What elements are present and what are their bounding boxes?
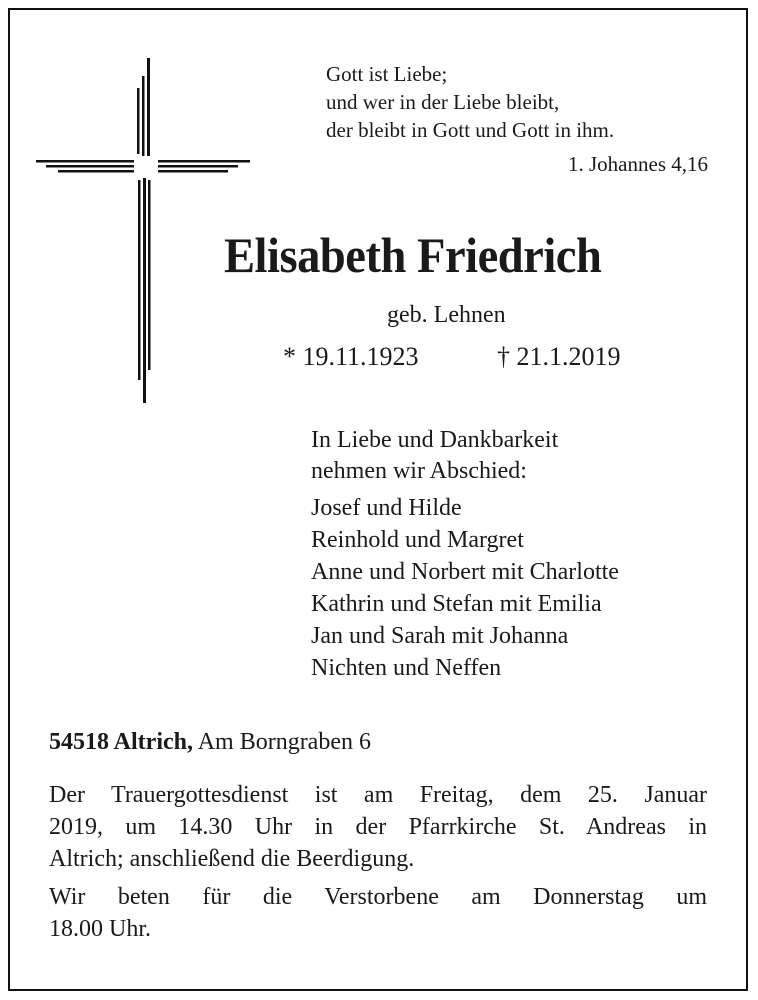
service-line: 2019, um 14.30 Uhr in der Pfarrkirche St. Andreas in [49,814,707,840]
verse-line: der bleibt in Gott und Gott in ihm. [326,118,615,142]
birth-date: * 19.11.1923 [283,342,419,371]
bible-verse [326,60,614,144]
list-item: Josef und Hilde [311,495,462,521]
service-line: Der Trauergottesdienst ist am Freitag, dem 25. Januar [49,782,707,808]
list-item: Jan und Sarah mit Johanna [311,623,569,649]
farewell-intro [311,425,558,487]
address [49,729,371,756]
verse-line: und wer in der Liebe bleibt, [326,90,560,114]
address-street: Am Borngraben 6 [197,729,371,755]
intro-line: In Liebe und Dankbarkeit [311,427,559,453]
prayer-line: Wir beten für die Verstorbene am Donnerstag um [49,884,707,910]
list-item: Reinhold und Margret [311,527,524,553]
cross-icon [36,58,250,403]
service-line: Altrich; anschließend die Beerdigung. [49,846,415,872]
verse-reference: 1. Johannes 4,16 [568,152,708,176]
list-item: Kathrin und Stefan mit Emilia [311,591,602,617]
prayer-line: 18.00 Uhr. [49,916,151,942]
list-item: Anne und Norbert mit Charlotte [311,559,619,585]
intro-line: nehmen wir Abschied: [311,458,527,484]
mourners-list [311,492,619,684]
service-notice [49,779,707,875]
verse-line: Gott ist Liebe; [326,62,448,86]
deceased-name: Elisabeth Friedrich [224,227,602,283]
address-postal-city: 54518 Altrich, [49,729,193,755]
list-item: Nichten und Neffen [311,655,502,681]
prayer-notice [49,881,707,945]
death-date: † 21.1.2019 [497,342,621,371]
birth-name: geb. Lehnen [387,302,506,328]
